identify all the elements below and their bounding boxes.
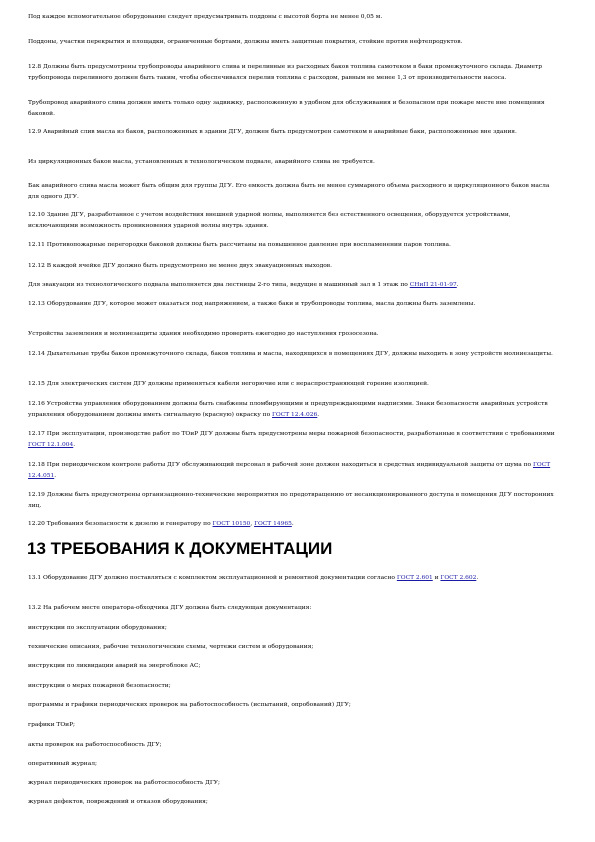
paragraph-12-17 xyxy=(28,429,560,450)
punctuation: . xyxy=(317,411,320,418)
paragraph-circulation-tanks: Из циркуляционных баков масла, установленных в технологическом подвале, аварийного слива не требуется. xyxy=(28,159,375,165)
paragraph-12-16-text: 12.16 Устройства управления оборудованием должны быть снабжены пломбирующими и предупреждающими надписями. Знаки безопасности аварийных устройств управления оборудованием должны иметь сигнальную (красную) окраску по xyxy=(28,401,548,418)
paragraph-12-18-text: 12.18 При периодическом контроле работы ДГУ обслуживающий персонал в рабочей зоне должен находиться в средствах индивидуальной защиты от шума по xyxy=(28,462,533,468)
punctuation: . xyxy=(456,282,459,288)
list-item: оперативный журнал; xyxy=(28,761,97,767)
paragraph-12-12: 12.12 В каждой ячейке ДГУ должно быть предусмотрено не менее двух эвакуационных выходов. xyxy=(28,263,332,269)
paragraph-13-1-text: 13.1 Оборудование ДГУ должно поставляться с комплектом эксплуатационной и ремонтной документации согласно xyxy=(28,575,397,581)
list-item: акты проверок на работоспособность ДГУ; xyxy=(28,742,162,748)
list-item: технические описания, рабочие технологические схемы, чертежи систем и оборудования; xyxy=(28,644,314,650)
paragraph-protective-coating: Поддоны, участки перекрытия и площадки, ограниченные бортами, должны иметь защитные покрытия, стойкие против нефтепродуктов. xyxy=(28,39,463,45)
punctuation: . xyxy=(54,472,57,479)
paragraph-grounding: Устройства заземления и молниезащиты здания необходимо проверять ежегодно до наступления грозосезона. xyxy=(28,331,379,337)
list-item: журнал дефектов, повреждений и отказов оборудования; xyxy=(28,799,208,805)
paragraph-12-11: 12.11 Противопожарные перегородки баковой должны быть рассчитаны на повышенное давление при воспламенении паров топлива. xyxy=(28,242,451,248)
link-gost-2-601[interactable]: ГОСТ 2.601 xyxy=(396,575,433,581)
paragraph-evacuation-text: Для эвакуации из технологического подвала выполняется два лестницы 2-го типа, ведущие в машинный зал в 1 этаж по xyxy=(28,282,410,288)
list-item: инструкции по ликвидации аварий на энергоблоке АС; xyxy=(28,663,201,669)
list-item: программы и графики периодических проверок на работоспособность (испытаний, опробований) ДГУ; xyxy=(28,702,351,708)
separator: и xyxy=(432,575,441,581)
paragraph-emergency-valve: Трубопровод аварийного слива должен иметь только одну задвижку, расположенную в удобном для обслуживания и безопасном при пожаре месте вне помещения баковой. xyxy=(28,100,545,117)
link-gost-12-4-026[interactable]: ГОСТ 12.4.026 xyxy=(272,411,318,418)
list-item: инструкции по эксплуатации оборудования; xyxy=(28,625,167,631)
link-gost-10150[interactable]: ГОСТ 10150 xyxy=(212,521,251,527)
punctuation: . xyxy=(476,575,479,581)
link-snip-21-01-97[interactable]: СНиП 21-01-97 xyxy=(409,282,457,288)
paragraph-12-13: 12.13 Оборудование ДГУ, которое может оказаться под напряжением, а также баки и трубопроводы топлива, масла должны быть заземлены. xyxy=(28,301,476,307)
paragraph-12-16 xyxy=(28,399,560,420)
paragraph-12-18 xyxy=(28,460,560,481)
link-gost-12-4-051[interactable]: ГОСТ 12.4.051 xyxy=(28,462,551,479)
paragraph-12-19: 12.19 Должны быть предусмотрены организационно-технические мероприятия по предотвращению от несанкционированного доступа в помещения ДГУ посторонних лиц. xyxy=(28,492,554,509)
list-item: графики ТОиР; xyxy=(28,722,76,728)
paragraph-12-20-text: 12.20 Требования безопасности к дизелю и генератору по xyxy=(28,521,213,527)
paragraph-12-14: 12.14 Дыхательные трубы баков промежуточного склада, баков топлива и масла, находящихся в помещениях ДГУ, должны выходить в зону устройств молниезащиты. xyxy=(28,351,553,357)
paragraph-drip-trays: Под каждое вспомогательное оборудование следует предусматривать поддоны с высотой борта не менее 0,05 м. xyxy=(28,14,383,20)
link-gost-2-602[interactable]: ГОСТ 2.602 xyxy=(440,575,477,581)
link-gost-12-1-004[interactable]: ГОСТ 12.1.004 xyxy=(28,441,74,448)
paragraph-emergency-tank: Бак аварийного слива масла может быть общим для группы ДГУ. Его емкость должна быть не менее суммарного объема расходного и циркуляционного баков масла для одного ДГУ. xyxy=(28,183,550,200)
paragraph-12-15: 12.15 Для электрических систем ДГУ должны применяться кабели негорючие или с нераспространяющей горение изоляцией. xyxy=(28,381,429,387)
paragraph-13-2: 13.2 На рабочем месте оператора-обходчика ДГУ должна быть следующая документация: xyxy=(28,605,312,611)
paragraph-evacuation xyxy=(28,280,560,291)
paragraph-13-1 xyxy=(28,573,560,584)
list-item: инструкции о мерах пожарной безопасности; xyxy=(28,683,171,689)
section-heading: 13 ТРЕБОВАНИЯ К ДОКУМЕНТАЦИИ xyxy=(27,539,333,558)
link-gost-14965[interactable]: ГОСТ 14965 xyxy=(254,521,292,527)
paragraph-12-17-text: 12.17 При эксплуатации, производстве работ по ТОиР ДГУ должны быть предусмотрены меры пожарной безопасности, разработанные в соответствии с требованиями xyxy=(28,431,555,437)
list-item: журнал периодических проверок на работоспособность ДГУ; xyxy=(28,780,221,786)
punctuation: . xyxy=(73,441,76,448)
paragraph-12-8: 12.8 Должны быть предусмотрены трубопроводы аварийного слива и переливные из расходных баков топлива самотеком в баки промежуточного склада. Диаметр трубопровода переливного должен быть таким, чтобы обеспечивался перелив топлива с расходом, равным не менее 1,3 от производительности насоса. xyxy=(28,64,543,81)
paragraph-12-10: 12.10 Здание ДГУ, разработанное с учетом воздействия внешней ударной волны, выполняется без естественного освещения, оборудуется устройствами, исключающими возможность проникновения ударной волны внутрь здания. xyxy=(28,212,511,229)
separator: , xyxy=(250,521,255,527)
paragraph-12-20 xyxy=(28,519,560,530)
paragraph-12-9: 12.9 Аварийный слив масла из баков, расположенных в здании ДГУ, должен быть предусмотрен самотеком в аварийные баки, расположенные вне здания. xyxy=(28,129,517,135)
punctuation: . xyxy=(291,521,294,527)
